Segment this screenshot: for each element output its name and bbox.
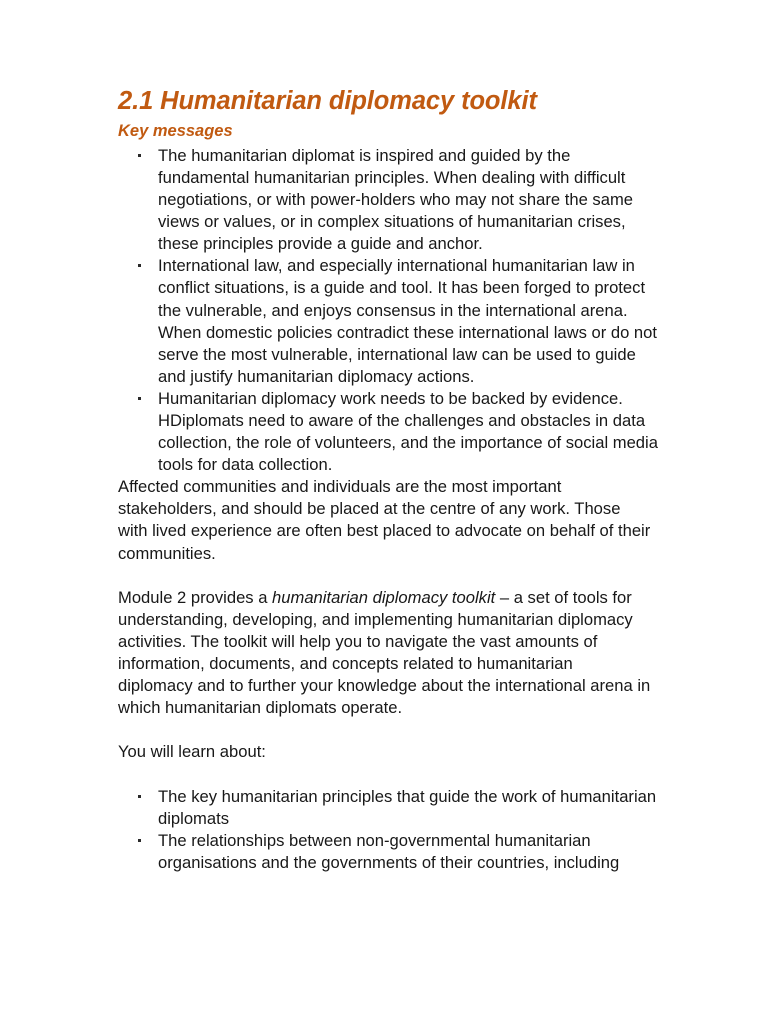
square-bullet-icon	[138, 795, 141, 798]
list-item-text: The relationships between non-governmental humanitarian organisations and the governments of their countries, including	[158, 830, 620, 872]
key-messages-list	[118, 145, 660, 476]
list-item	[118, 830, 660, 874]
page-title: 2.1 Humanitarian diplomacy toolkit	[118, 87, 537, 115]
module-paragraph-lead: Module 2 provides a	[118, 587, 273, 607]
learn-intro-paragraph: You will learn about:	[118, 742, 266, 762]
square-bullet-icon	[138, 154, 141, 157]
list-item-text: Humanitarian diplomacy work needs to be backed by evidence. HDiplomats need to aware of the challenges and obstacles in data collection, the role of volunteers, and the importance of social media tools for data collection.	[158, 388, 658, 475]
module-paragraph	[118, 587, 652, 720]
paragraph-spacer	[118, 719, 660, 741]
list-item-text: International law, and especially international humanitarian law in conflict situations, is a guide and tool. It has been forged to protect the vulnerable, and enjoys consensus in the international arena. When domestic policies contradict these international laws or do not serve the most vulnerable, international law can be used to guide and justify humanitarian diplomacy actions.	[158, 256, 657, 386]
square-bullet-icon	[138, 397, 141, 400]
square-bullet-icon	[138, 264, 141, 267]
list-item-text: The key humanitarian principles that guide the work of humanitarian diplomats	[158, 786, 657, 828]
paragraph-spacer	[118, 565, 660, 587]
list-item	[118, 145, 660, 255]
key-messages-heading: Key messages	[118, 122, 233, 141]
list-item	[118, 255, 660, 388]
list-item-text: The humanitarian diplomat is inspired and guided by the fundamental humanitarian principles. When dealing with difficult negotiations, or with power-holders who may not share the same views or values, or in complex situations of humanitarian crises, these principles provide a guide and anchor.	[158, 145, 634, 254]
module-paragraph-emphasis: humanitarian diplomacy toolkit	[272, 587, 496, 607]
list-item	[118, 786, 660, 830]
square-bullet-icon	[138, 839, 141, 842]
list-item	[118, 388, 660, 476]
stakeholders-paragraph: Affected communities and individuals are the most important stakeholders, and should be placed at the centre of any work. Those with lived experience are often best placed to advocate on behalf of their communities.	[118, 477, 651, 563]
paragraph-spacer	[118, 764, 660, 786]
learn-about-list	[118, 786, 660, 874]
module-paragraph-tail: – a set of tools for understanding, developing, and implementing humanitarian diplomacy activities. The toolkit will help you to navigate the vast amounts of information, documents, and concepts related to humanitarian diplomacy and to further your knowledge about the international arena in which humanitarian diplomats operate.	[118, 587, 651, 718]
